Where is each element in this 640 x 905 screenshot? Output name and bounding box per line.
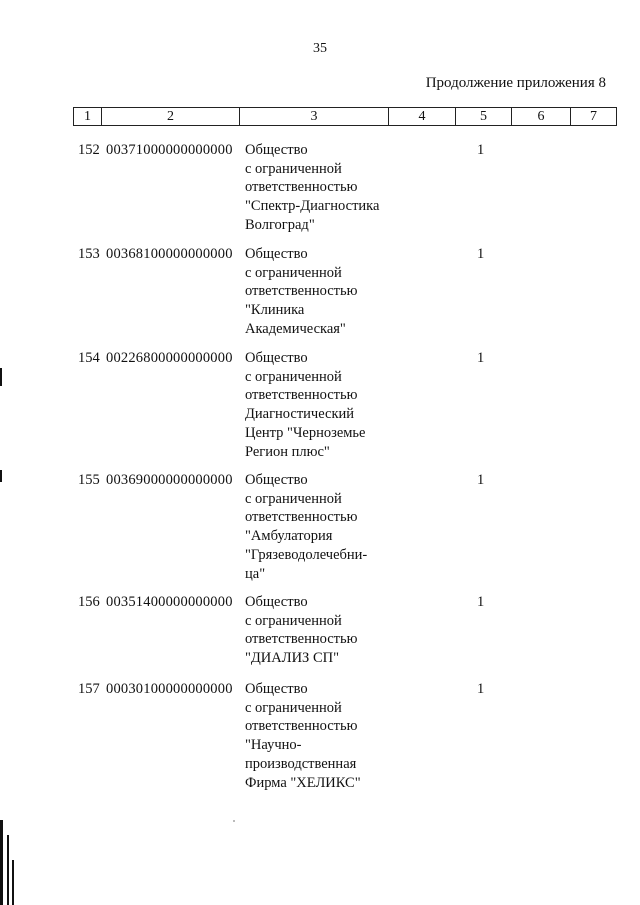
row-column-5-value: 1 (477, 350, 485, 366)
column-header-6: 6 (512, 108, 571, 126)
row-organization-name (245, 471, 405, 583)
name-line: Общество (245, 681, 308, 697)
row-organization-name (245, 593, 405, 668)
row-organization-name (245, 680, 405, 792)
row-column-5-value: 1 (477, 142, 485, 158)
row-number: 154 (78, 350, 100, 366)
name-line: Общество (245, 142, 308, 158)
name-line: с ограниченной (245, 699, 342, 716)
row-column-5-value: 1 (477, 246, 485, 262)
name-line: с ограниченной (245, 368, 342, 385)
name-line: с ограниченной (245, 612, 342, 629)
row-code: 00030100000000000 (106, 681, 233, 697)
page-number: 35 (313, 41, 327, 56)
row-organization-name (245, 245, 405, 339)
row-number: 156 (78, 594, 100, 610)
name-line: "Научно- (245, 737, 302, 754)
scan-edge-mark (0, 470, 2, 482)
name-line: с ограниченной (245, 490, 342, 507)
row-code: 00226800000000000 (106, 350, 233, 366)
name-line: Центр "Черноземье (245, 424, 366, 441)
name-line: ответственностью (245, 631, 358, 648)
row-number: 157 (78, 681, 100, 697)
column-header-7: 7 (571, 108, 617, 126)
column-header-1: 1 (74, 108, 102, 126)
name-line: Общество (245, 350, 308, 366)
name-line: ответственностью (245, 387, 358, 404)
name-line: ца" (245, 565, 266, 582)
scan-edge-mark (12, 860, 14, 905)
name-line: ответственностью (245, 718, 358, 735)
name-line: "Амбулатория (245, 528, 333, 545)
name-line: ответственностью (245, 283, 358, 300)
row-column-5-value: 1 (477, 472, 485, 488)
name-line: ответственностью (245, 179, 358, 196)
column-header-4: 4 (389, 108, 456, 126)
row-number: 152 (78, 142, 100, 158)
name-line: с ограниченной (245, 264, 342, 281)
row-code: 00351400000000000 (106, 594, 233, 610)
column-header-row (74, 108, 617, 126)
name-line: производственная (245, 755, 357, 772)
column-header-table (73, 107, 617, 126)
row-number: 153 (78, 246, 100, 262)
column-header-5: 5 (456, 108, 512, 126)
scan-edge-mark (0, 820, 3, 905)
row-code: 00369000000000000 (106, 472, 233, 488)
name-line: Фирма "ХЕЛИКС" (245, 774, 361, 791)
name-line: Волгоград" (245, 216, 315, 233)
name-line: Общество (245, 246, 308, 262)
name-line: Регион плюс" (245, 443, 330, 460)
continuation-label: Продолжение приложения 8 (425, 75, 606, 91)
name-line: ответственностью (245, 509, 358, 526)
name-line: Диагностический (245, 406, 355, 423)
row-column-5-value: 1 (477, 594, 485, 610)
scan-speck (233, 820, 235, 822)
scan-edge-mark (0, 368, 2, 386)
name-line: "ДИАЛИЗ СП" (245, 650, 340, 667)
name-line: "Грязеводолечебни- (245, 546, 368, 563)
column-header-2: 2 (102, 108, 240, 126)
row-code: 00371000000000000 (106, 142, 233, 158)
row-organization-name (245, 141, 405, 235)
name-line: Общество (245, 472, 308, 488)
column-header-3: 3 (240, 108, 389, 126)
row-organization-name (245, 349, 405, 461)
name-line: "Клиника (245, 302, 305, 319)
name-line: "Спектр-Диагностика (245, 198, 380, 215)
name-line: Академическая" (245, 320, 346, 337)
row-code: 00368100000000000 (106, 246, 233, 262)
scan-edge-mark (7, 835, 9, 905)
name-line: с ограниченной (245, 160, 342, 177)
name-line: Общество (245, 594, 308, 610)
row-column-5-value: 1 (477, 681, 485, 697)
row-number: 155 (78, 472, 100, 488)
